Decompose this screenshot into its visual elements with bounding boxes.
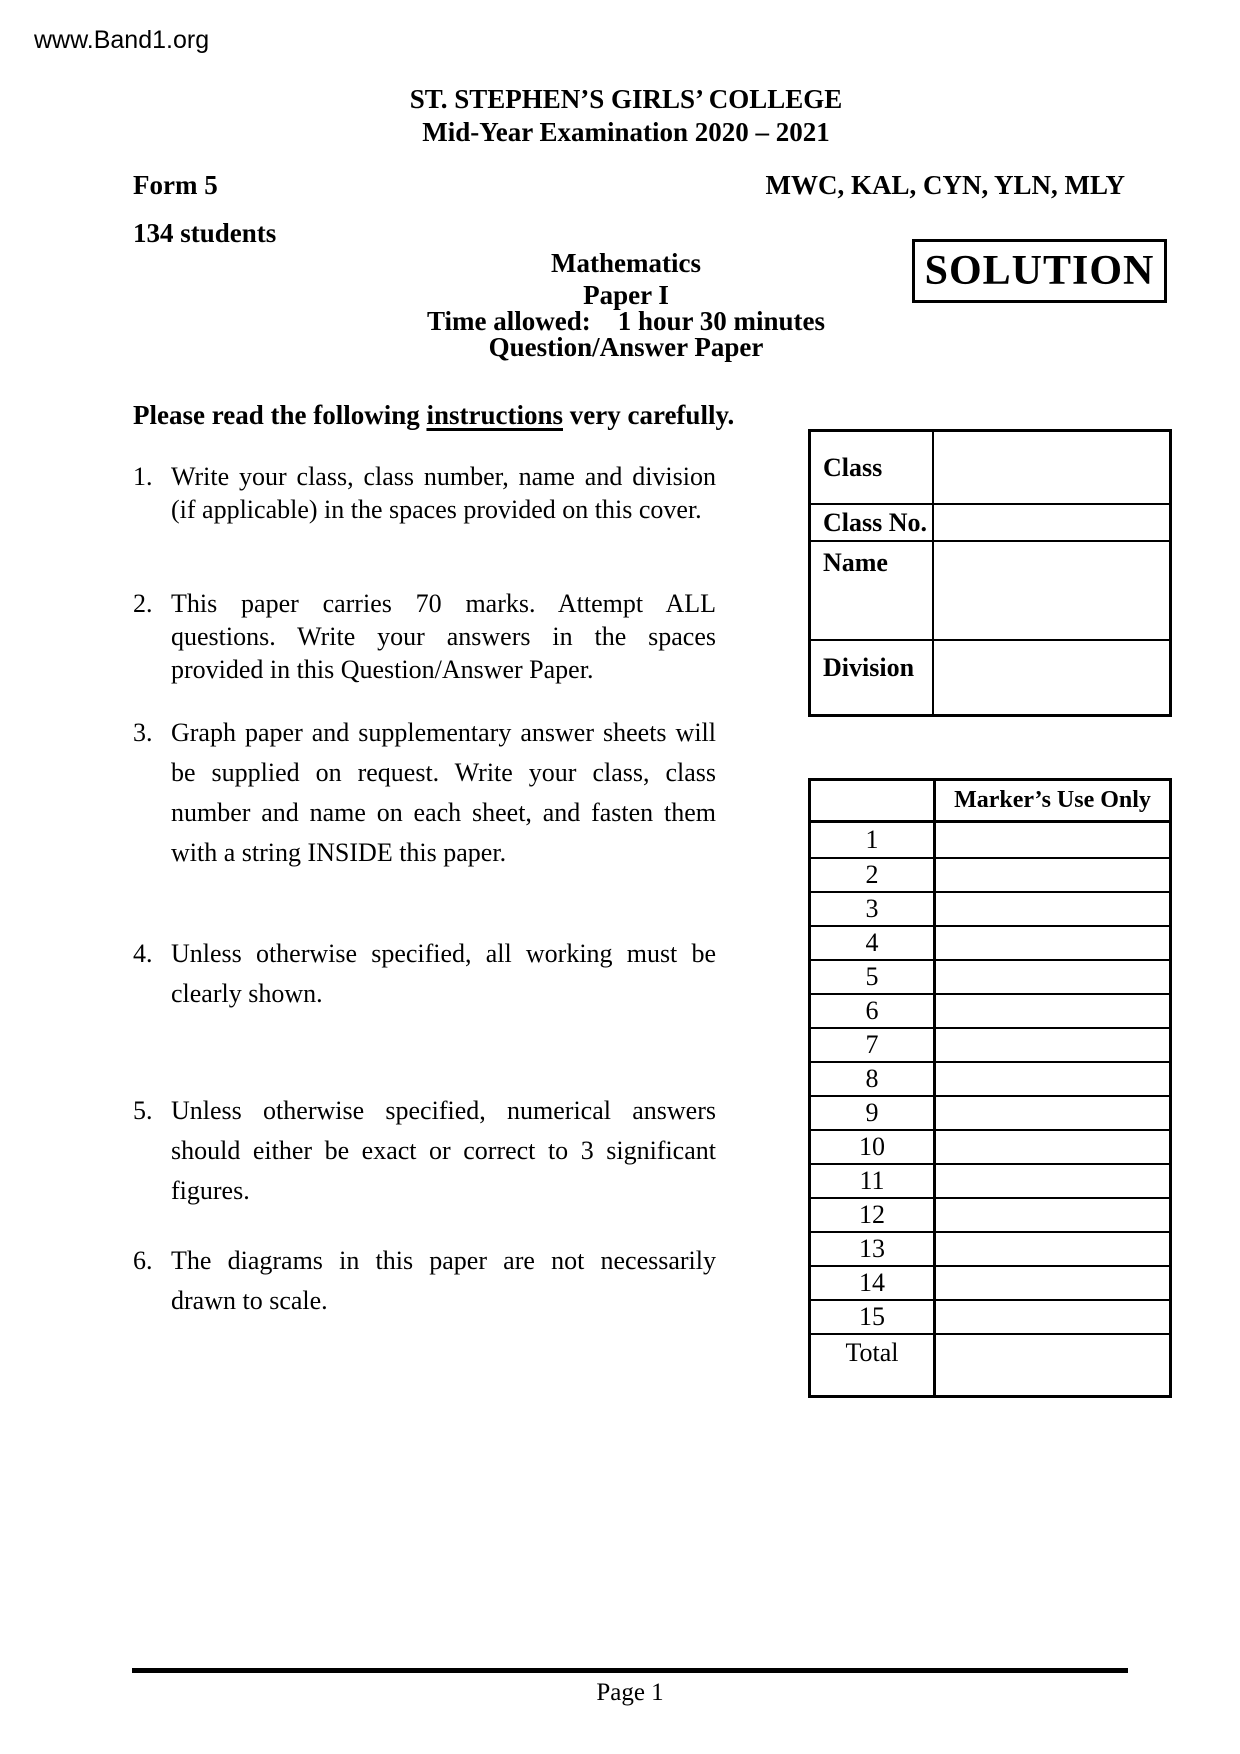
instruction-text: This paper carries 70 marks. Attempt ALL questions. Write your answers in the spaces provided in this Question/Answer Paper. xyxy=(171,589,716,684)
instructions-heading xyxy=(133,400,734,431)
mark-cell xyxy=(936,823,1169,857)
marker-row-15 xyxy=(811,1299,1169,1333)
question-number: 11 xyxy=(811,1165,936,1197)
student-count: 134 students xyxy=(133,218,277,248)
marker-row-12 xyxy=(811,1197,1169,1231)
mark-cell xyxy=(936,1029,1169,1061)
marker-row-total xyxy=(811,1333,1169,1395)
marker-row-2 xyxy=(811,857,1169,891)
class-no-value-cell xyxy=(934,503,1169,540)
name-value-cell xyxy=(934,540,1169,639)
watermark-url: www.Band1.org xyxy=(34,26,210,54)
subject-title: Mathematics xyxy=(551,248,701,278)
paper-number: Paper I xyxy=(583,280,669,310)
marker-row-14 xyxy=(811,1265,1169,1299)
instructions-heading-tail: very carefully. xyxy=(563,400,735,430)
instruction-text: The diagrams in this paper are not necessarily drawn to scale. xyxy=(171,1246,716,1315)
instruction-text: Graph paper and supplementary answer sheets will be supplied on request. Write your class, class number and name on each sheet, and fasten them with a string INSIDE this paper. xyxy=(171,718,716,867)
question-number: 3 xyxy=(811,893,936,925)
marker-row-10 xyxy=(811,1129,1169,1163)
mark-cell xyxy=(936,1199,1169,1231)
question-number: 1 xyxy=(811,823,936,857)
division-label: Division xyxy=(811,639,934,714)
marker-header-title: Marker’s Use Only xyxy=(954,787,1151,813)
markers-use-only-table xyxy=(808,778,1172,1398)
instruction-text: Write your class, class number, name and division (if applicable) in the spaces provided on this cover. xyxy=(171,462,716,524)
question-number: 5 xyxy=(811,961,936,993)
solution-stamp-box xyxy=(912,239,1167,303)
mark-cell xyxy=(936,1301,1169,1333)
question-number: 12 xyxy=(811,1199,936,1231)
division-value-cell xyxy=(934,639,1169,714)
instruction-item-3 xyxy=(133,713,716,873)
instruction-item-1 xyxy=(133,460,716,526)
marker-row-8 xyxy=(811,1061,1169,1095)
question-number: 14 xyxy=(811,1267,936,1299)
question-number: 9 xyxy=(811,1097,936,1129)
time-allowed: Time allowed: 1 hour 30 minutes xyxy=(426,306,826,336)
question-number: 13 xyxy=(811,1233,936,1265)
mark-cell xyxy=(936,859,1169,891)
class-no-label: Class No. xyxy=(811,503,934,540)
marker-row-7 xyxy=(811,1027,1169,1061)
instruction-text: Unless otherwise specified, numerical answers should either be exact or correct to 3 significant figures. xyxy=(171,1096,716,1205)
class-label: Class xyxy=(811,432,934,503)
question-number: 2 xyxy=(811,859,936,891)
student-info-table xyxy=(808,429,1172,717)
instructions-heading-lead: Please read the following xyxy=(133,400,427,430)
total-mark-cell xyxy=(936,1335,1169,1395)
question-number: 15 xyxy=(811,1301,936,1333)
mark-cell xyxy=(936,927,1169,959)
question-number: 4 xyxy=(811,927,936,959)
class-value-cell xyxy=(934,432,1169,503)
instruction-number: 2. xyxy=(133,589,153,618)
marker-row-1 xyxy=(811,823,1169,857)
instruction-item-6 xyxy=(133,1241,716,1321)
marker-header-empty-cell xyxy=(811,781,936,820)
marker-row-5 xyxy=(811,959,1169,993)
question-number: 8 xyxy=(811,1063,936,1095)
mark-cell xyxy=(936,961,1169,993)
mark-cell xyxy=(936,995,1169,1027)
mark-cell xyxy=(936,1267,1169,1299)
mark-cell xyxy=(936,1131,1169,1163)
instruction-number: 4. xyxy=(133,939,153,968)
instruction-text: Unless otherwise specified, all working must be clearly shown. xyxy=(171,939,716,1008)
marker-row-6 xyxy=(811,993,1169,1027)
school-name: ST. STEPHEN’S GIRLS’ COLLEGE xyxy=(409,84,843,114)
marker-row-11 xyxy=(811,1163,1169,1197)
mark-cell xyxy=(936,1097,1169,1129)
instruction-item-2 xyxy=(133,587,716,686)
question-number: 6 xyxy=(811,995,936,1027)
question-number: 10 xyxy=(811,1131,936,1163)
instructions-heading-underlined: instructions xyxy=(426,400,563,430)
footer-rule xyxy=(132,1668,1128,1673)
name-label: Name xyxy=(811,540,934,639)
marker-row-4 xyxy=(811,925,1169,959)
solution-stamp-text: SOLUTION xyxy=(924,248,1155,294)
page-number: Page 1 xyxy=(596,1679,664,1706)
paper-type: Question/Answer Paper xyxy=(488,332,764,362)
instruction-item-5 xyxy=(133,1091,716,1211)
exam-title: Mid-Year Examination 2020 – 2021 xyxy=(422,117,830,147)
form-label: Form 5 xyxy=(133,170,218,200)
marker-row-3 xyxy=(811,891,1169,925)
marker-row-13 xyxy=(811,1231,1169,1265)
class-groups: MWC, KAL, CYN, YLN, MLY xyxy=(765,170,1125,200)
instruction-item-4 xyxy=(133,934,716,1014)
instruction-number: 6. xyxy=(133,1246,153,1275)
mark-cell xyxy=(936,1063,1169,1095)
instruction-number: 5. xyxy=(133,1096,153,1125)
instruction-number: 3. xyxy=(133,718,153,747)
instruction-number: 1. xyxy=(133,462,153,491)
total-label: Total xyxy=(811,1335,936,1395)
mark-cell xyxy=(936,1165,1169,1197)
marker-row-9 xyxy=(811,1095,1169,1129)
marker-table-header-row xyxy=(811,781,1169,823)
mark-cell xyxy=(936,1233,1169,1265)
question-number: 7 xyxy=(811,1029,936,1061)
mark-cell xyxy=(936,893,1169,925)
